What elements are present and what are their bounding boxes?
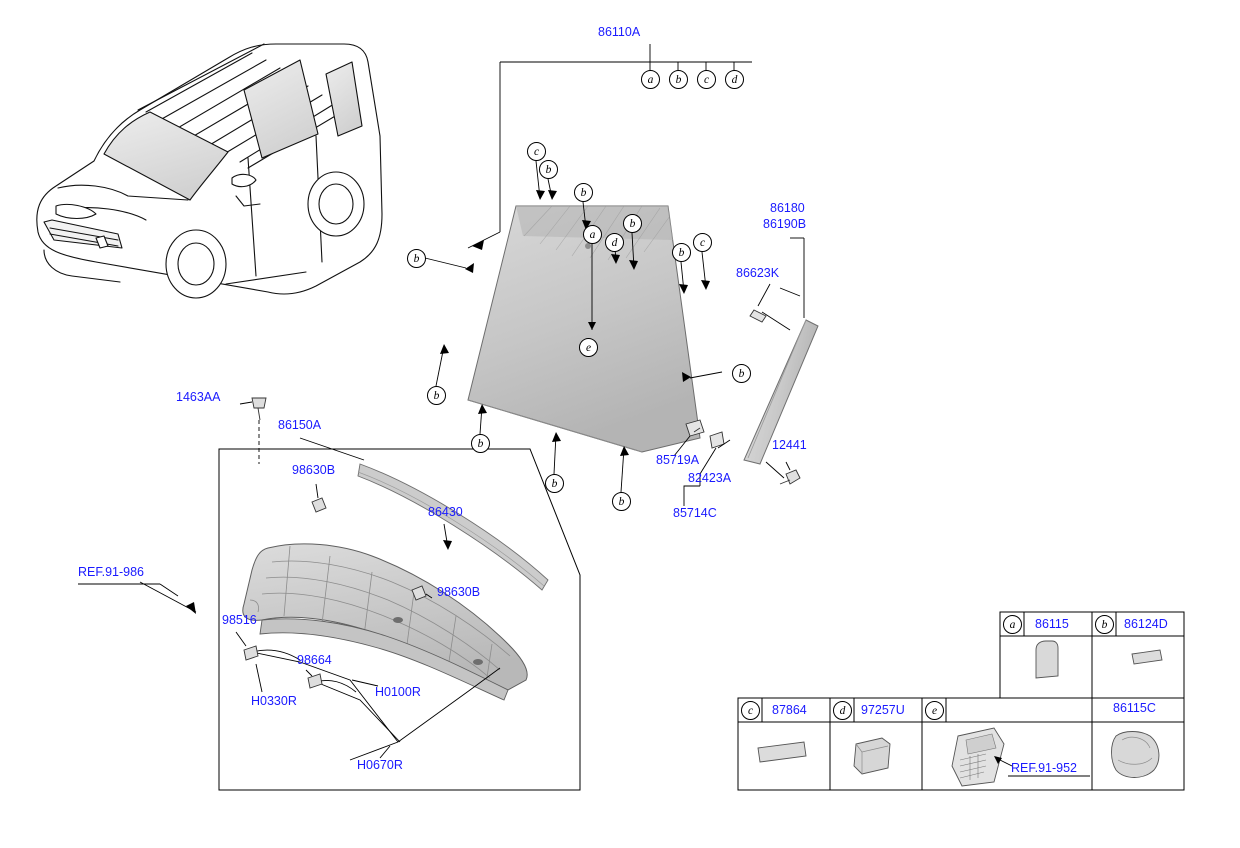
callout-bubble-c-glass-1[interactable]: c	[527, 142, 546, 161]
part-label-86110A[interactable]: 86110A	[598, 25, 641, 39]
part-label-86190B[interactable]: 86190B	[763, 217, 807, 231]
reference-label-91-986[interactable]: REF.91-986	[78, 565, 145, 579]
callout-bubble-c-glass-2[interactable]: c	[693, 233, 712, 252]
reference-label-91-952[interactable]: REF.91-952	[1011, 761, 1078, 775]
callout-bubble-d-top[interactable]: d	[725, 70, 744, 89]
callout-bubble-a-glass[interactable]: a	[583, 225, 602, 244]
part-label-98664[interactable]: 98664	[297, 653, 332, 667]
part-label-85714C[interactable]: 85714C	[673, 506, 717, 520]
part-label-1463AA[interactable]: 1463AA	[176, 390, 221, 404]
callout-bubble-c-top[interactable]: c	[697, 70, 716, 89]
legend-code-87864[interactable]: 87864	[772, 703, 807, 717]
legend-code-86124D[interactable]: 86124D	[1124, 617, 1168, 631]
callout-bubble-b-lower-4[interactable]: b	[612, 492, 631, 511]
callout-bubble-b-lower-3[interactable]: b	[545, 474, 564, 493]
callout-bubble-b-glass-3[interactable]: b	[623, 214, 642, 233]
legend-code-97257U[interactable]: 97257U	[861, 703, 905, 717]
legend-bubble-c[interactable]: c	[741, 701, 760, 720]
part-label-86150A[interactable]: 86150A	[278, 418, 322, 432]
callout-bubble-b-right[interactable]: b	[732, 364, 751, 383]
legend-code-86115[interactable]: 86115	[1035, 617, 1069, 631]
callout-bubble-b-left[interactable]: b	[407, 249, 426, 268]
callout-bubble-e-glass[interactable]: e	[579, 338, 598, 357]
part-label-85719A[interactable]: 85719A	[656, 453, 700, 467]
part-label-98516[interactable]: 98516	[222, 613, 257, 627]
part-label-86115C[interactable]: 86115C	[1113, 701, 1156, 715]
part-label-86430[interactable]: 86430	[428, 505, 463, 519]
callout-bubble-b-lower-1[interactable]: b	[427, 386, 446, 405]
callout-bubble-a-top[interactable]: a	[641, 70, 660, 89]
part-label-H0100R[interactable]: H0100R	[375, 685, 421, 699]
callout-bubble-b-glass-4[interactable]: b	[672, 243, 691, 262]
callout-bubble-b-glass-2[interactable]: b	[574, 183, 593, 202]
callout-bubble-b-glass-1[interactable]: b	[539, 160, 558, 179]
legend-bubble-a[interactable]: a	[1003, 615, 1022, 634]
part-label-12441[interactable]: 12441	[772, 438, 807, 452]
part-label-86180[interactable]: 86180	[770, 201, 805, 215]
legend-bubble-d[interactable]: d	[833, 701, 852, 720]
callout-bubble-b-lower-2[interactable]: b	[471, 434, 490, 453]
part-label-H0670R[interactable]: H0670R	[357, 758, 403, 772]
part-label-98630B-lower[interactable]: 98630B	[437, 585, 481, 599]
part-label-H0330R[interactable]: H0330R	[251, 694, 297, 708]
part-label-98630B-upper[interactable]: 98630B	[292, 463, 336, 477]
callout-bubble-b-top[interactable]: b	[669, 70, 688, 89]
callout-bubble-d-glass[interactable]: d	[605, 233, 624, 252]
legend-bubble-e[interactable]: e	[925, 701, 944, 720]
legend-bubble-b[interactable]: b	[1095, 615, 1114, 634]
part-label-86623K[interactable]: 86623K	[736, 266, 780, 280]
part-label-82423A[interactable]: 82423A	[688, 471, 732, 485]
